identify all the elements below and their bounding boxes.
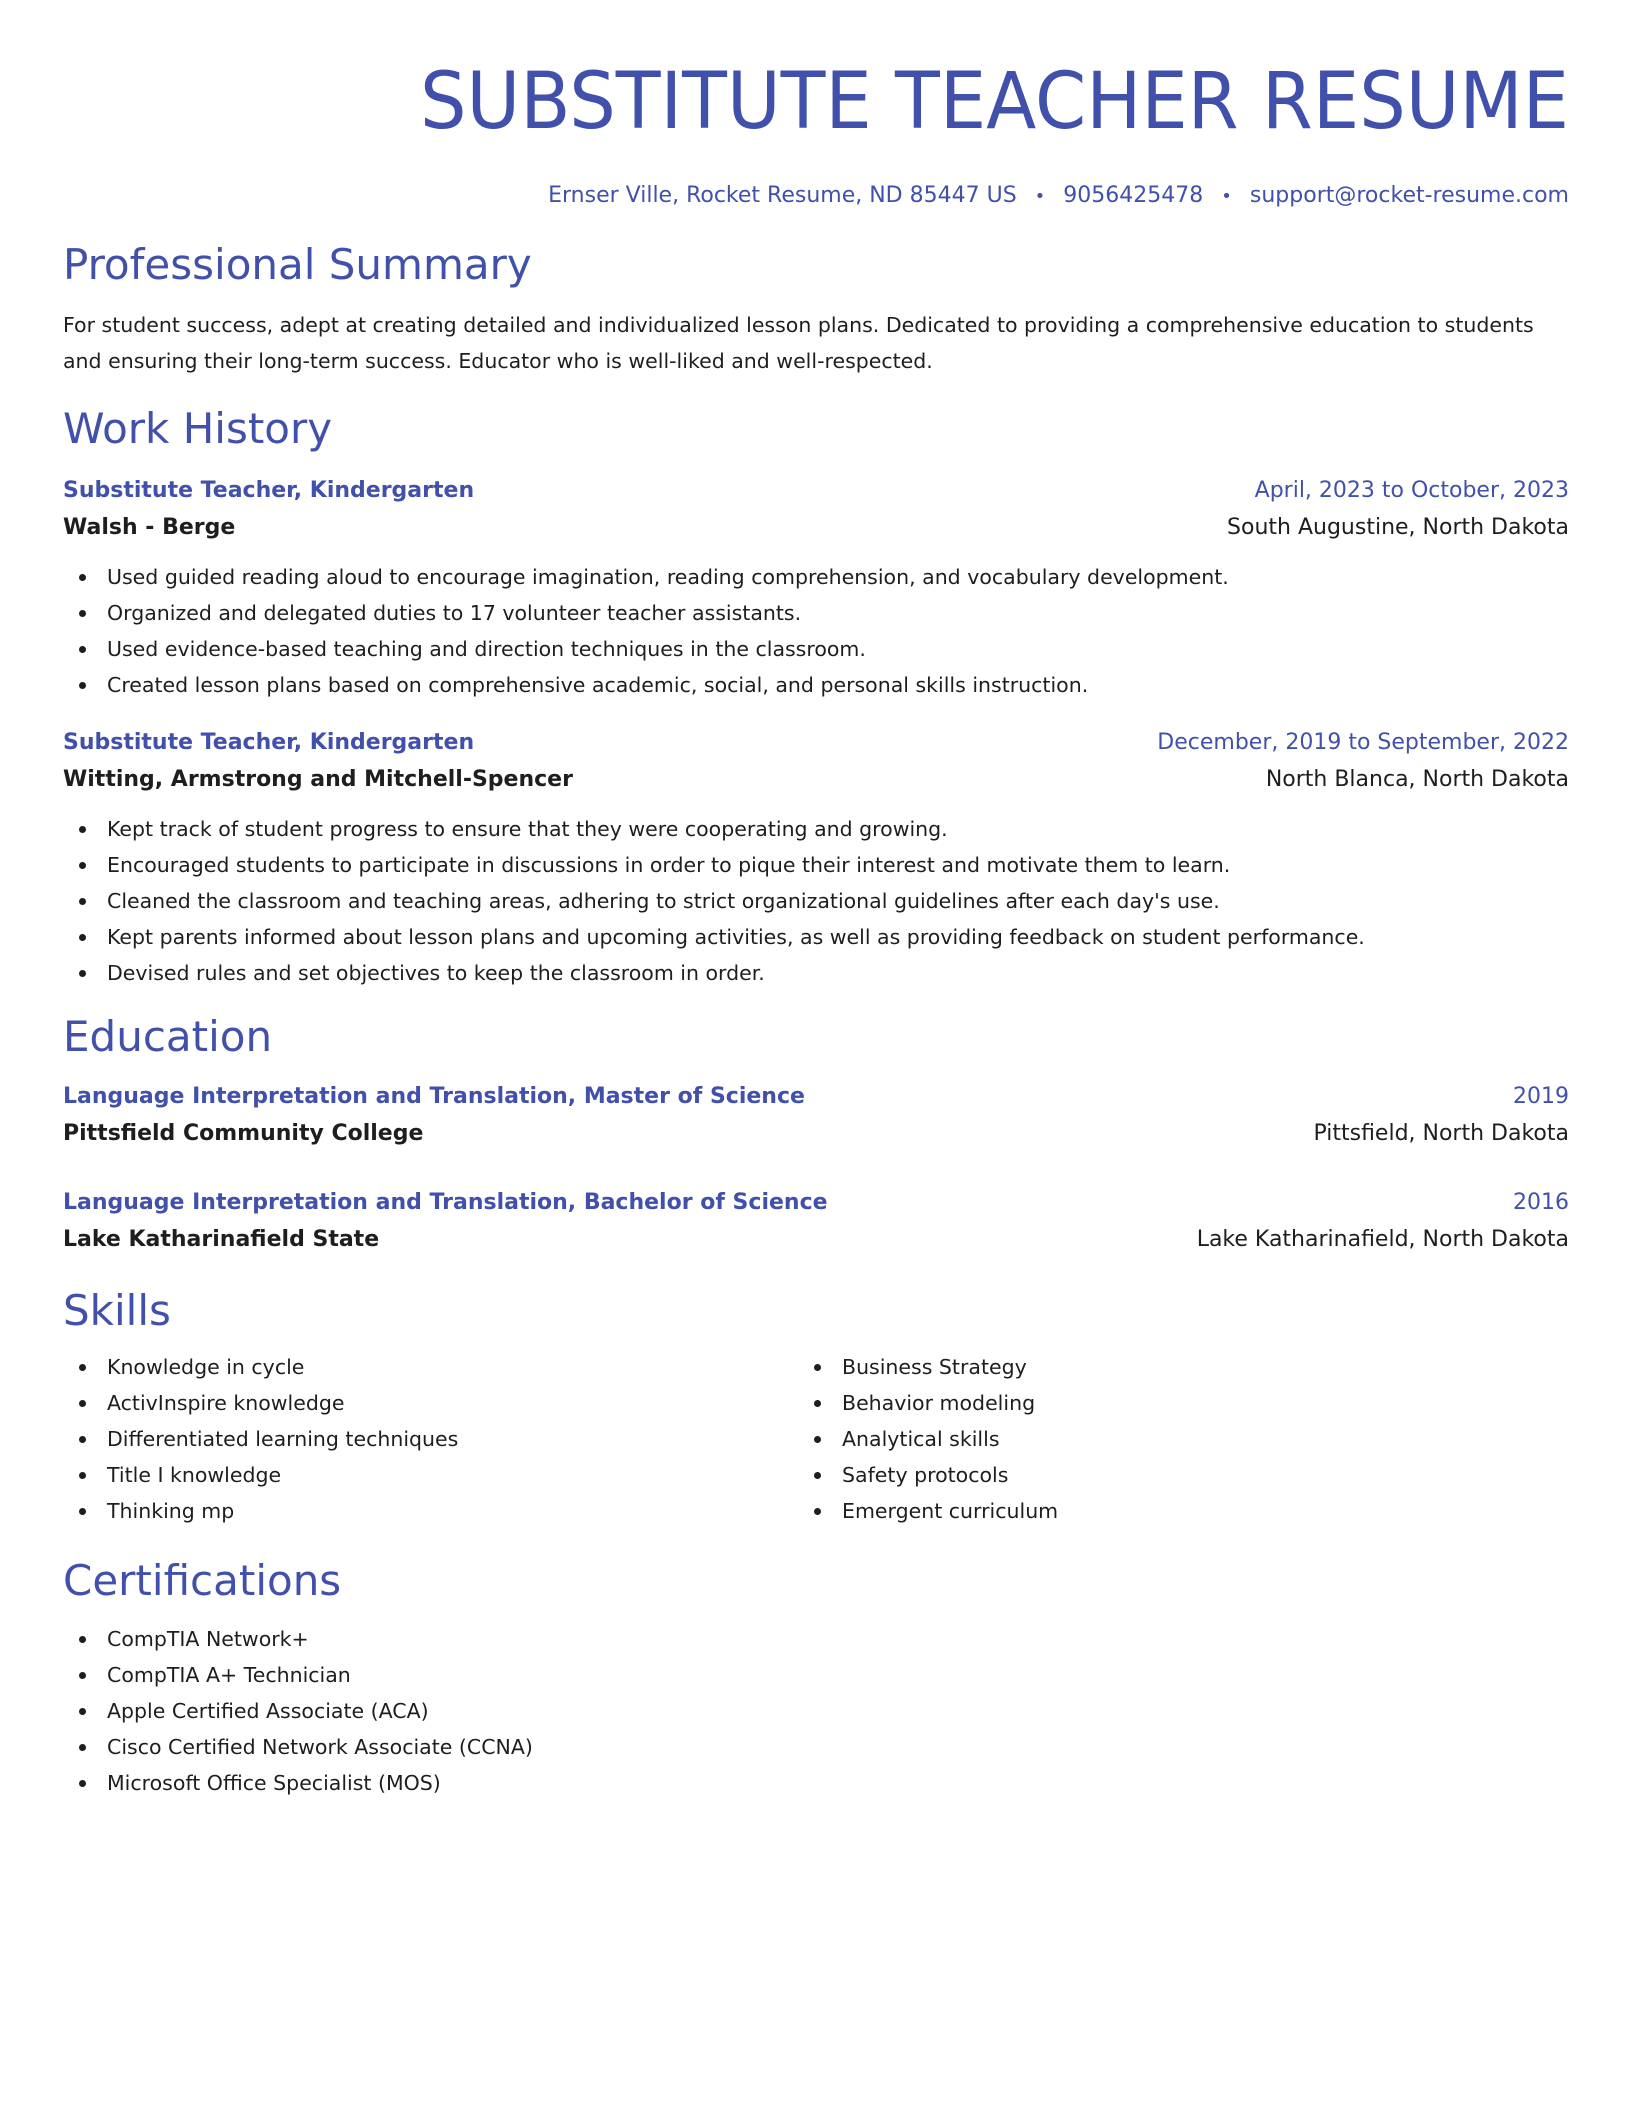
skills-list-right — [798, 1349, 1533, 1529]
resume-header — [63, 52, 1569, 213]
education-location: Pittsfield, North Dakota — [1313, 1121, 1569, 1146]
skill-item: Business Strategy — [798, 1349, 1533, 1385]
contact-line — [63, 180, 1569, 213]
job-location: South Augustine, North Dakota — [1227, 515, 1569, 540]
summary-heading: Professional Summary — [63, 240, 532, 289]
skills-heading: Skills — [63, 1286, 171, 1335]
skill-item: Differentiated learning techniques — [63, 1421, 798, 1457]
contact-separator: • — [1034, 186, 1046, 207]
certifications-list — [63, 1621, 1569, 1801]
skill-item: Thinking mp — [63, 1493, 798, 1529]
job-duty: Organized and delegated duties to 17 volunteer teacher assistants. — [63, 595, 1569, 631]
skill-item: Behavior modeling — [798, 1385, 1533, 1421]
contact-email: support@rocket-resume.com — [1249, 183, 1569, 208]
education-location: Lake Katharinafield, North Dakota — [1196, 1227, 1569, 1252]
job-role: Substitute Teacher, Kindergarten — [63, 730, 475, 755]
skill-item: Title I knowledge — [63, 1457, 798, 1493]
job-duty: Used evidence-based teaching and direction techniques in the classroom. — [63, 631, 1569, 667]
skills-list-left — [63, 1349, 798, 1529]
job-role: Substitute Teacher, Kindergarten — [63, 478, 475, 503]
skill-item: Analytical skills — [798, 1421, 1533, 1457]
work-history-heading: Work History — [63, 404, 333, 453]
job-duties-list — [63, 559, 1569, 703]
education-year: 2019 — [1513, 1084, 1569, 1109]
skill-item: Emergent curriculum — [798, 1493, 1533, 1529]
education-school: Lake Katharinafield State — [63, 1227, 380, 1252]
job-duty: Kept track of student progress to ensure that they were cooperating and growing. — [63, 811, 1569, 847]
contact-address: Ernser Ville, Rocket Resume, ND 85447 US — [548, 183, 1017, 208]
certification-item: Cisco Certified Network Associate (CCNA) — [63, 1729, 1569, 1765]
job-duty: Encouraged students to participate in discussions in order to pique their interest and motivate them to learn. — [63, 847, 1569, 883]
job-dates: April, 2023 to October, 2023 — [1254, 478, 1569, 503]
job-location: North Blanca, North Dakota — [1265, 767, 1569, 792]
education-degree: Language Interpretation and Translation, Bachelor of Science — [63, 1190, 828, 1215]
education-year: 2016 — [1513, 1190, 1569, 1215]
contact-phone: 9056425478 — [1063, 183, 1204, 208]
skills-columns — [63, 1349, 1569, 1529]
education-heading: Education — [63, 1012, 273, 1061]
job-dates: December, 2019 to September, 2022 — [1157, 730, 1569, 755]
job-company: Walsh - Berge — [63, 515, 236, 540]
skill-item: ActivInspire knowledge — [63, 1385, 798, 1421]
education-degree: Language Interpretation and Translation, Master of Science — [63, 1084, 805, 1109]
resume-title: SUBSTITUTE TEACHER RESUME — [419, 57, 1570, 147]
certification-item: CompTIA Network+ — [63, 1621, 1569, 1657]
education-school: Pittsfield Community College — [63, 1121, 424, 1146]
job-duties-list — [63, 811, 1569, 991]
job-duty: Created lesson plans based on comprehensive academic, social, and personal skills instruction. — [63, 667, 1569, 703]
skill-item: Safety protocols — [798, 1457, 1533, 1493]
contact-separator: • — [1221, 186, 1232, 207]
certifications-heading: Certifications — [63, 1556, 342, 1605]
job-entry — [63, 473, 1569, 703]
job-company: Witting, Armstrong and Mitchell-Spencer — [63, 767, 573, 792]
education-entry — [63, 1079, 1569, 1153]
summary-text: For student success, adept at creating detailed and individualized lesson plans. Dedicated to providing a comprehensive education to students and ensuring their long-term success. Educator who is well-liked and well-respected. — [63, 313, 1534, 373]
skill-item: Knowledge in cycle — [63, 1349, 798, 1385]
job-duty: Cleaned the classroom and teaching areas, adhering to strict organizational guidelines after each day's use. — [63, 883, 1569, 919]
job-entry — [63, 725, 1569, 991]
job-duty: Kept parents informed about lesson plans and upcoming activities, as well as providing feedback on student performance. — [63, 919, 1569, 955]
certification-item: CompTIA A+ Technician — [63, 1657, 1569, 1693]
certification-item: Microsoft Office Specialist (MOS) — [63, 1765, 1569, 1801]
job-duty: Devised rules and set objectives to keep the classroom in order. — [63, 955, 1569, 991]
certification-item: Apple Certified Associate (ACA) — [63, 1693, 1569, 1729]
job-duty: Used guided reading aloud to encourage imagination, reading comprehension, and vocabulary development. — [63, 559, 1569, 595]
education-entry — [63, 1185, 1569, 1259]
